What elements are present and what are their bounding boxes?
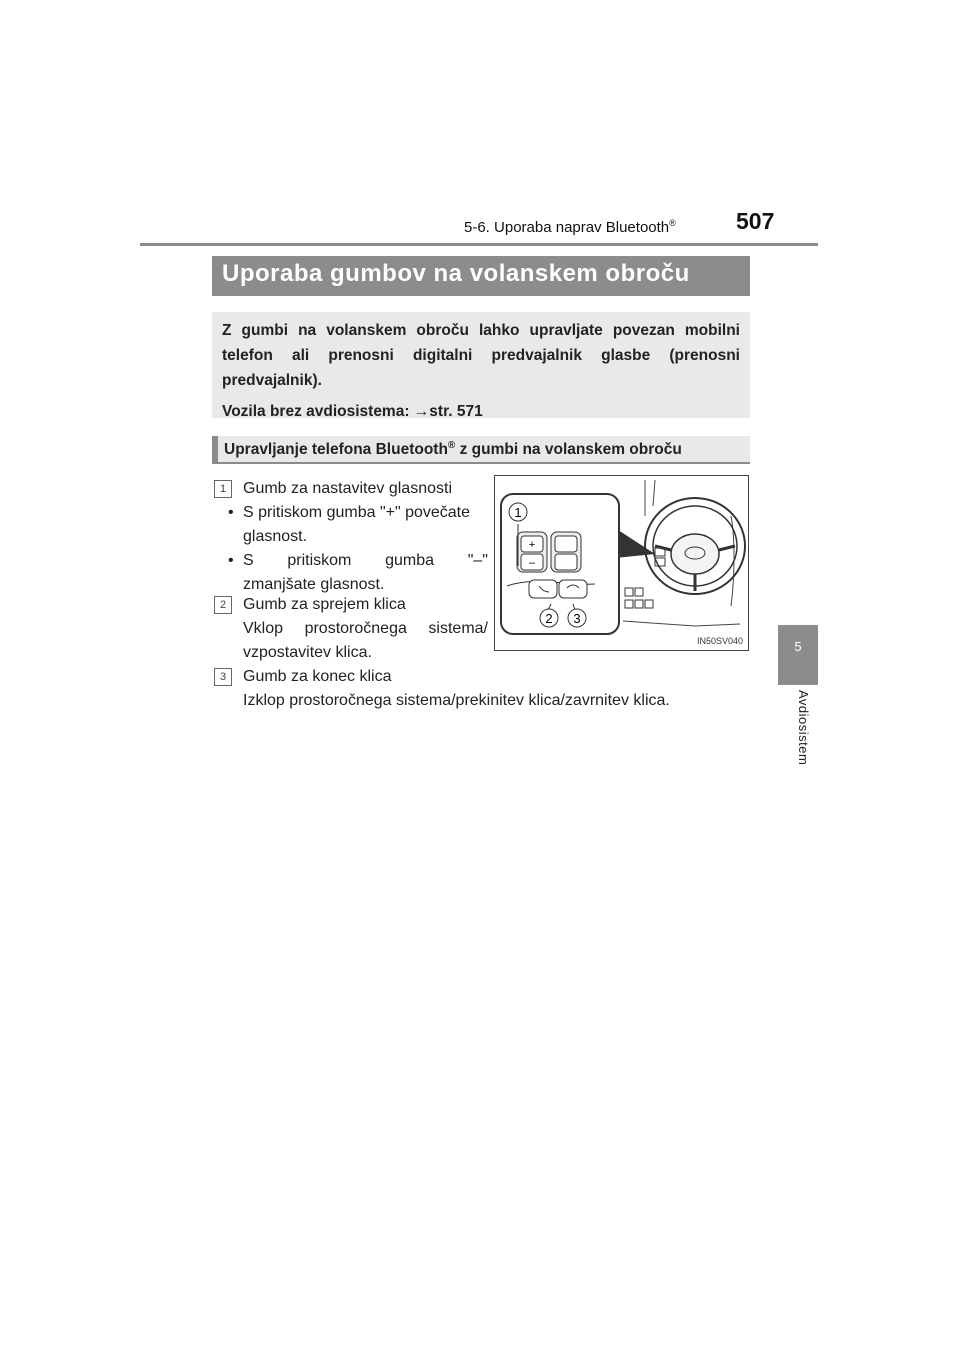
word: "–" bbox=[467, 552, 488, 569]
bullet-dot: • bbox=[228, 504, 234, 521]
intro-box bbox=[212, 312, 750, 418]
item-line: vzpostavitev klica. bbox=[243, 644, 372, 661]
bullet-line: glasnost. bbox=[243, 528, 308, 545]
item-number-box: 3 bbox=[214, 668, 232, 686]
item-body bbox=[243, 665, 750, 713]
minus-symbol: – bbox=[528, 557, 536, 569]
intro-reference: Vozila brez avdiosistema: →str. 571 bbox=[222, 403, 483, 420]
item-number-box: 2 bbox=[214, 596, 232, 614]
item-body bbox=[243, 593, 488, 665]
callout-3: 3 bbox=[573, 611, 581, 626]
steering-wheel-illustration bbox=[495, 476, 748, 650]
word: prostoročnega bbox=[304, 620, 407, 637]
registered-mark: ® bbox=[669, 218, 676, 228]
plus-symbol: + bbox=[528, 539, 536, 551]
callout-1: 1 bbox=[514, 505, 522, 520]
bullet-text bbox=[243, 501, 488, 549]
subsection-title bbox=[212, 436, 750, 464]
item-line bbox=[243, 617, 488, 641]
item-line: Izklop prostoročnega sistema/prekinitev klica/zavrnitev klica. bbox=[243, 692, 670, 709]
chapter-label: Avdiosistem bbox=[796, 690, 811, 766]
running-header bbox=[464, 218, 676, 236]
item-title: Gumb za sprejem klica bbox=[243, 596, 406, 613]
bullet-dot: • bbox=[228, 552, 234, 569]
bullet-text bbox=[243, 549, 488, 597]
bullet-line: S pritiskom gumba "+" povečate bbox=[243, 504, 471, 521]
running-header-text: 5-6. Uporaba naprav Bluetooth bbox=[464, 219, 670, 236]
word: gumba bbox=[385, 552, 435, 569]
figure-code: IN50SV040 bbox=[696, 636, 743, 646]
page-number: 507 bbox=[736, 208, 775, 234]
subsection-title-part-a: Upravljanje telefona Bluetooth bbox=[224, 441, 448, 459]
section-title: Uporaba gumbov na volanskem obroču bbox=[212, 256, 750, 296]
word: sistema/ bbox=[428, 620, 488, 637]
bullet-line: zmanjšate glasnost. bbox=[243, 576, 385, 593]
item-number-box: 1 bbox=[214, 480, 232, 498]
bullet-line bbox=[243, 549, 488, 573]
chapter-number: 5 bbox=[794, 639, 802, 654]
registered-mark: ® bbox=[447, 440, 456, 451]
item-title: Gumb za nastavitev glasnosti bbox=[243, 480, 452, 497]
steering-wheel-figure bbox=[494, 475, 749, 651]
header-divider bbox=[140, 243, 818, 246]
subsection-title-part-b: z gumbi na volanskem obroču bbox=[455, 441, 682, 459]
item-title: Gumb za konec klica bbox=[243, 668, 392, 685]
callout-2: 2 bbox=[545, 611, 553, 626]
chapter-tab bbox=[778, 625, 818, 685]
word: S bbox=[243, 552, 254, 569]
intro-paragraph: Z gumbi na volanskem obroču lahko upravljate povezan mobilni telefon ali prenosni digitalni predvajalnik glasbe (prenosni predvajalnik). bbox=[222, 322, 740, 389]
word: pritiskom bbox=[287, 552, 352, 569]
word: Vklop bbox=[243, 620, 284, 637]
